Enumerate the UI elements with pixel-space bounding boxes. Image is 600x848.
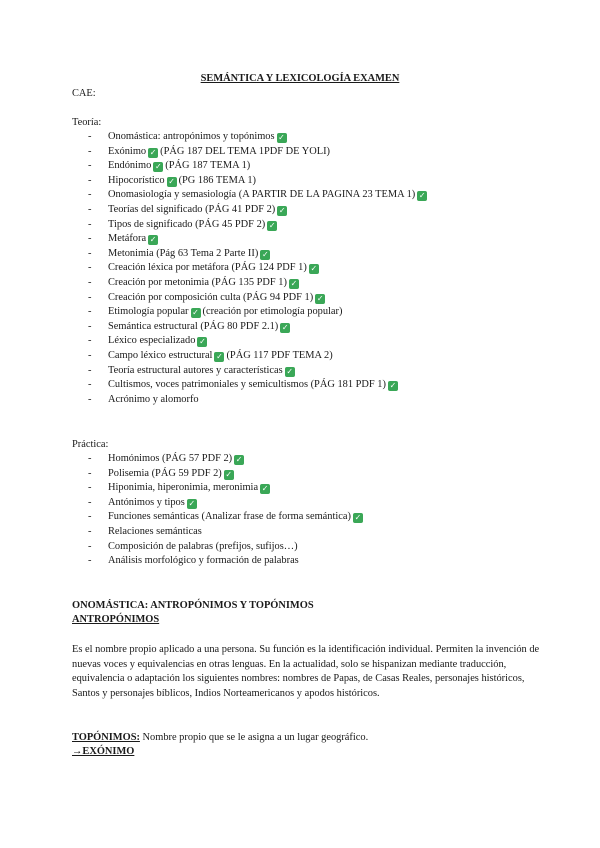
list-dash: -: [88, 218, 92, 230]
teoria-item-note: (PÁG 117 PDF TEMA 2): [226, 349, 333, 361]
practica-item: [88, 452, 365, 467]
check-mark-icon: ✓: [149, 235, 157, 245]
teoria-item: [88, 130, 429, 145]
toponimos-line: [72, 731, 368, 746]
antroponimos-paragraph: Es el nombre propio aplicado a una persona. Su función es la identificación individual. Permiten la invención de nuevas voces y equivalencias en otras lenguas. En la actualidad, solo se hispanizan mediante traducción, equivalencia o adaptación los siguientes nombres: nombres de Papas, de Casas Reales, personajes históricos, Santos y personajes bíblicos, Indios Norteamericanos y apodos históricos.: [72, 644, 540, 699]
practica-item-text: Funciones semánticas (Analizar frase de forma semántica): [108, 511, 351, 523]
practica-item-text: Antónimos y tipos: [108, 496, 185, 508]
list-dash: -: [88, 511, 92, 523]
teoria-item-text: Creación por composición culta (PÁG 94 PDF 1): [108, 291, 314, 303]
practica-item: [88, 540, 365, 555]
teoria-item: [88, 261, 429, 276]
check-mark-icon: ✓: [268, 220, 276, 230]
list-dash: -: [88, 262, 92, 274]
teoria-item: [88, 247, 429, 262]
teoria-item-text: Cultismos, voces patrimoniales y semicultismos (PÁG 181 PDF 1): [108, 379, 386, 391]
teoria-item-text: Acrónimo y alomorfo: [108, 393, 199, 405]
check-mark-icon: ✓: [216, 351, 223, 361]
practica-item-text: Polisemia (PÁG 59 PDF 2): [108, 467, 222, 479]
teoria-item-note: (PÁG 187 DEL TEMA 1PDF DE YOLI): [160, 145, 331, 157]
list-dash: -: [88, 364, 92, 376]
check-mark-icon: ✓: [286, 366, 294, 376]
teoria-item: [88, 159, 429, 174]
toponimos-text: Nombre propio que se le asigna a un lugar geográfico.: [139, 732, 369, 743]
teoria-item: [88, 174, 429, 189]
teoria-item: [88, 305, 429, 320]
teoria-item-text: Exónimo: [108, 145, 147, 157]
teoria-item-note: (PG 186 TEMA 1): [178, 174, 257, 186]
practica-item-text: Relaciones semánticas: [108, 525, 202, 537]
list-dash: -: [88, 496, 92, 508]
teoria-item: [88, 276, 429, 291]
practica-item-text: Hiponimia, hiperonimia, meronimia: [108, 482, 259, 494]
teoria-item-text: Onomasiología y semasiología (A PARTIR DE LA PAGINA 23 TEMA 1): [108, 189, 416, 201]
check-mark-icon: ✓: [316, 293, 324, 303]
check-mark-icon: ✓: [354, 513, 362, 523]
teoria-item-text: Léxico especializado: [108, 335, 196, 347]
teoria-item: [88, 232, 429, 247]
check-mark-icon: ✓: [149, 147, 157, 157]
list-dash: -: [88, 379, 92, 391]
practica-list: [88, 452, 365, 569]
list-dash: -: [88, 555, 92, 567]
check-mark-icon: ✓: [199, 337, 206, 347]
practica-item-text: Composición de palabras (prefijos, sufijos…): [108, 540, 298, 552]
list-dash: -: [88, 203, 92, 215]
teoria-item: [88, 218, 429, 233]
teoria-item-text: Onomástica: antropónimos y topónimos: [108, 131, 275, 142]
list-dash: -: [88, 306, 92, 318]
check-mark-icon: ✓: [192, 308, 199, 318]
list-dash: -: [88, 482, 92, 494]
teoria-item-text: Hipocorístico: [108, 174, 165, 186]
teoria-item: [88, 291, 429, 306]
list-dash: -: [88, 393, 92, 405]
check-mark-icon: ✓: [261, 484, 269, 494]
practica-item: [88, 525, 365, 540]
check-mark-icon: ✓: [389, 381, 397, 391]
list-dash: -: [88, 540, 92, 552]
teoria-item-text: Teoría estructural autores y características: [108, 364, 283, 376]
teoria-item-text: Etimología popular: [108, 306, 189, 318]
practica-label: Práctica:: [72, 439, 109, 450]
teoria-item: [88, 393, 429, 408]
check-mark-icon: ✓: [418, 191, 426, 201]
cae-label: CAE:: [72, 88, 96, 99]
teoria-item-text: Semántica estructural (PÁG 80 PDF 2.1): [108, 320, 279, 332]
practica-item-text: Análisis morfológico y formación de palabras: [108, 555, 299, 567]
check-mark-icon: ✓: [225, 469, 233, 479]
teoria-item-text: Teorías del significado (PÁG 41 PDF 2): [108, 203, 276, 215]
practica-item: [88, 481, 365, 496]
teoria-item-text: Creación léxica por metáfora (PÁG 124 PDF 1): [108, 262, 307, 274]
check-mark-icon: ✓: [278, 205, 286, 215]
list-dash: -: [88, 131, 92, 142]
teoria-label: Teoría:: [72, 117, 102, 128]
check-mark-icon: ✓: [188, 498, 196, 508]
teoria-item: [88, 334, 429, 349]
teoria-item: [88, 203, 429, 218]
list-dash: -: [88, 335, 92, 347]
practica-item: [88, 510, 365, 525]
teoria-item-text: Creación por metonimia (PÁG 135 PDF 1): [108, 276, 287, 288]
list-dash: -: [88, 291, 92, 303]
list-dash: -: [88, 160, 92, 172]
teoria-item-note: (PÁG 187 TEMA 1): [165, 160, 251, 172]
teoria-item: [88, 364, 429, 379]
section-heading: ONOMÁSTICA: ANTROPÓNIMOS Y TOPÓNIMOS: [72, 600, 314, 611]
teoria-item-note: (creación por etimología popular): [202, 306, 343, 318]
toponimos-label: TOPÓNIMOS:: [72, 732, 140, 743]
teoria-item-text: Metonimia (Pág 63 Tema 2 Parte II): [108, 247, 259, 259]
practica-item: [88, 467, 365, 482]
teoria-item: [88, 320, 429, 335]
sub-heading-antroponimos: ANTROPÓNIMOS: [72, 614, 160, 625]
check-mark-icon: ✓: [235, 455, 243, 464]
check-mark-icon: ✓: [168, 176, 175, 186]
teoria-item: [88, 188, 429, 203]
list-dash: -: [88, 453, 92, 464]
check-mark-icon: ✓: [261, 249, 269, 259]
teoria-item-text: Campo léxico estructural: [108, 349, 213, 361]
teoria-item-text: Endónimo: [108, 160, 152, 172]
list-dash: -: [88, 145, 92, 157]
list-dash: -: [88, 247, 92, 259]
list-dash: -: [88, 233, 92, 245]
practica-item: [88, 554, 365, 569]
list-dash: -: [88, 189, 92, 201]
check-mark-icon: ✓: [154, 162, 162, 172]
document-title: SEMÁNTICA Y LEXICOLOGÍA EXAMEN: [200, 73, 400, 84]
list-dash: -: [88, 525, 92, 537]
teoria-item: [88, 145, 429, 160]
list-dash: -: [88, 349, 92, 361]
list-dash: -: [88, 276, 92, 288]
teoria-list: [88, 130, 429, 407]
practica-item-text: Homónimos (PÁG 57 PDF 2): [108, 453, 233, 464]
teoria-item: [88, 378, 429, 393]
teoria-item-text: Metáfora: [108, 233, 147, 245]
check-mark-icon: ✓: [290, 278, 298, 288]
check-mark-icon: ✓: [281, 322, 289, 332]
check-mark-icon: ✓: [310, 264, 318, 274]
list-dash: -: [88, 467, 92, 479]
practica-item: [88, 496, 365, 511]
check-mark-icon: ✓: [278, 133, 285, 142]
teoria-item: [88, 349, 429, 364]
list-dash: -: [88, 174, 92, 186]
list-dash: -: [88, 320, 92, 332]
exonimo-heading: →EXÓNIMO: [72, 746, 135, 757]
teoria-item-text: Tipos de significado (PÁG 45 PDF 2): [108, 218, 266, 230]
